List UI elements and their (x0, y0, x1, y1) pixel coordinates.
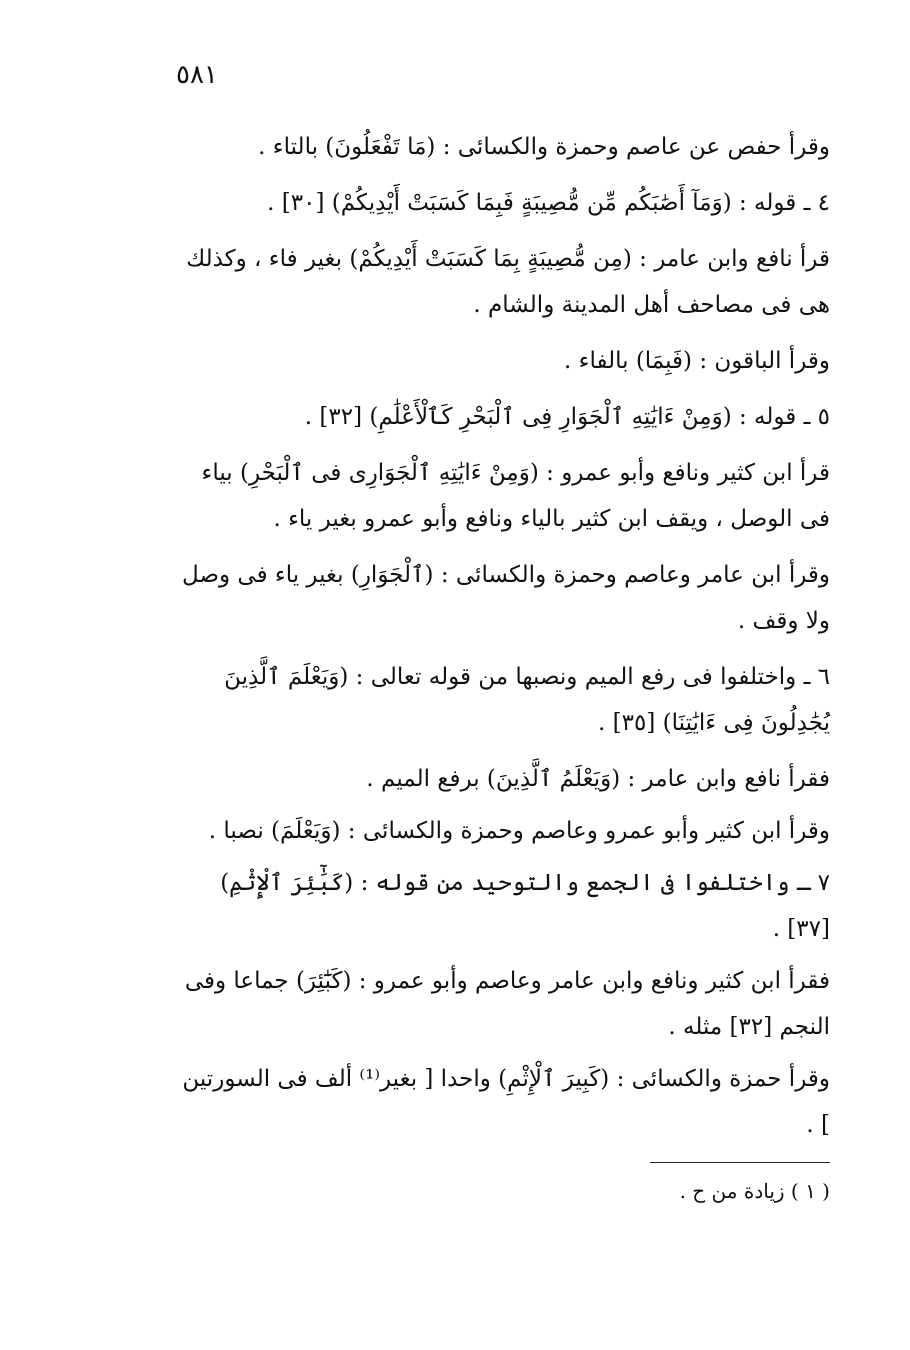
footnote-divider (650, 1162, 830, 1163)
paragraph: ٧ ـ واختلفوا فى الجمع والتوحيد من قوله : (كَبَٰٓئِرَ ٱلْإِثْمِ) [٣٧] . (220, 870, 830, 942)
page-number: ٥٨١ (176, 60, 218, 90)
paragraph: وقرأ ابن عامر وعاصم وحمزة والكسائى : (ٱلْجَوَارِ) بغير ياء فى وصل ولا وقف . (182, 562, 830, 634)
paragraph: فقرأ ابن كثير ونافع وابن عامر وعاصم وأبو عمرو : (كَبَٰٓئِرَ) جماعا وفى النجم [٣٢] مثله . (184, 968, 830, 1040)
paragraph: ٥ ـ قوله : (وَمِنْ ءَايَٰتِهِ ٱلْجَوَارِ فِى ٱلْبَحْرِ كَٱلْأَعْلَٰمِ) [٣٢] . (304, 404, 830, 430)
paragraph: وقرأ حفص عن عاصم وحمزة والكسائى : (مَا تَفْعَلُونَ) بالتاء . (258, 134, 830, 160)
paragraph: وقرأ الباقون : (فَبِمَا) بالفاء . (564, 348, 830, 374)
paragraph: ٦ ـ واختلفوا فى رفع الميم ونصبها من قوله تعالى : (وَيَعْلَمَ ٱلَّذِينَ يُجَٰدِلُونَ فِى ءَايَٰتِنَا) [٣٥] . (224, 664, 830, 736)
paragraph: وقرأ ابن كثير وأبو عمرو وعاصم وحمزة والكسائى : (وَيَعْلَمَ) نصبا . (208, 818, 830, 844)
paragraph: قرأ ابن كثير ونافع وأبو عمرو : (وَمِنْ ءَايَٰتِهِ ٱلْجَوَارِى فى ٱلْبَحْرِ) بياء فى الوصل ، ويقف ابن كثير بالياء ونافع وأبو عمرو بغير ياء . (201, 460, 830, 532)
paragraph: وقرأ حمزة والكسائى : (كَبِيرَ ٱلْإِثْمِ) واحدا [ بغير⁽¹⁾ ألف فى السورتين ] . (182, 1066, 830, 1138)
footnote: ( ١ ) زيادة من ح . (679, 1179, 830, 1203)
paragraph: فقرأ نافع وابن عامر : (وَيَعْلَمُ ٱلَّذِينَ) برفع الميم . (366, 766, 830, 792)
body-text (175, 124, 830, 1154)
paragraph: ٤ ـ قوله : (وَمَآ أَصَٰبَكُم مِّن مُّصِيبَةٍ فَبِمَا كَسَبَتْ أَيْدِيكُمْ) [٣٠] . (267, 190, 830, 216)
paragraph: قرأ نافع وابن عامر : (مِن مُّصِيبَةٍ بِمَا كَسَبَتْ أَيْدِيكُمْ) بغير فاء ، وكذلك هى فى مصاحف أهل المدينة والشام . (186, 246, 830, 318)
